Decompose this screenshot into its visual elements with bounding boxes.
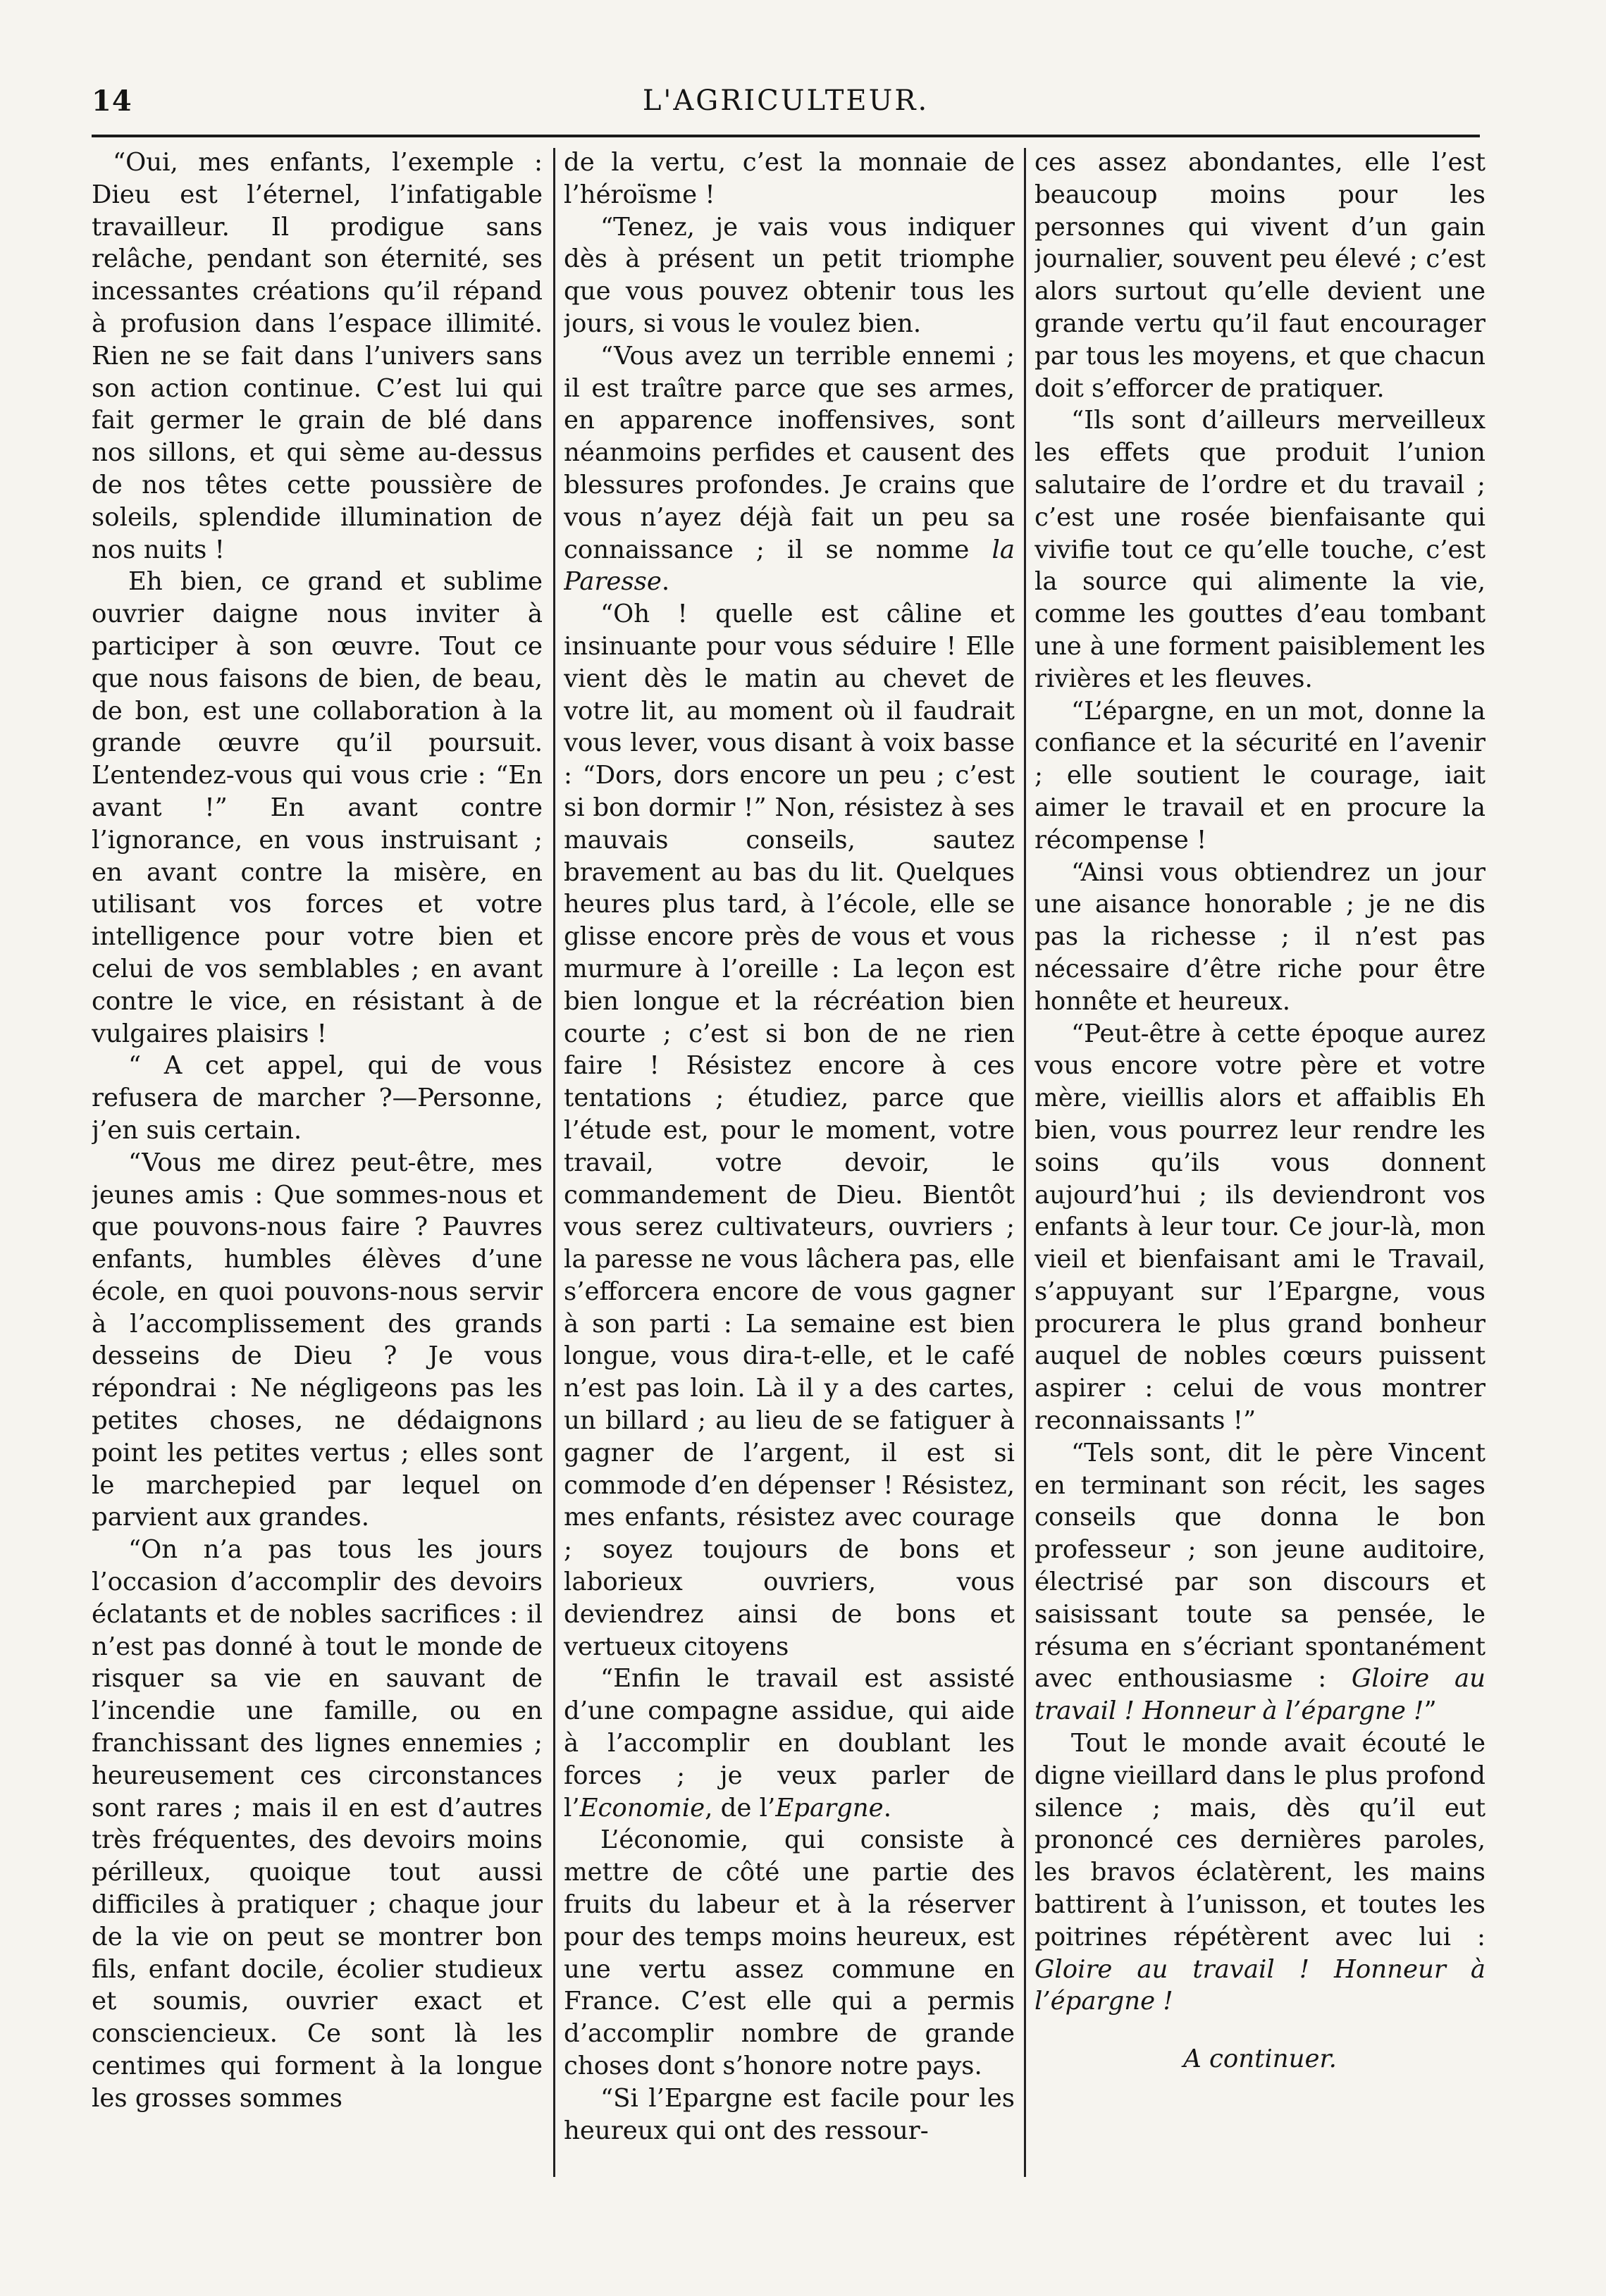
- continued-note: A continuer.: [1183, 2044, 1337, 2074]
- italic-term: Epargne: [775, 1793, 884, 1823]
- paragraph-text: “Enfin le travail est assisté d’une compagne assidue, qui aide à l’accomplir en doublant les forces ; je veux parler de l’: [564, 1664, 1015, 1823]
- page-number: 14: [92, 85, 132, 118]
- paragraph: “Ainsi vous obtiendrez un jour une aisance honorable ; je ne dis pas la richesse ; il n’est pas nécessaire d’être riche pour être honnête et heureux.: [1034, 857, 1485, 1016]
- text-column-3: [1034, 147, 1485, 2225]
- text-column-1: [92, 147, 543, 2225]
- paragraph: “Tenez, je vais vous indiquer dès à présent un petit triomphe que vous pouvez obtenir tous les jours, si vous le voulez bien.: [564, 212, 1015, 338]
- column-rule: [1024, 148, 1026, 2177]
- paragraph-text: “Tels sont, dit le père Vincent en terminant son récit, les sages conseils que donna le bon professeur ; son jeune auditoire, électrisé par son discours et saisissant toute sa pensée, le résuma en s’écriant spontanément avec enthousiasme :: [1034, 1438, 1485, 1694]
- paragraph: “Oui, mes enfants, l’exemple : Dieu est l’éternel, l’infatigable travailleur. Il prodigue sans relâche, pendant son éternité, ses incessantes créations qu’il répand à profusion dans l’espace illimité. Rien ne se fait dans l’univers sans son action continue. C’est lui qui fait germer le grain de blé dans nos sillons, et qui sème au-dessus de nos têtes cette poussière de soleils, splendide illumination de nos nuits !: [92, 148, 543, 564]
- paragraph: “On n’a pas tous les jours l’occasion d’accomplir des devoirs éclatants et de nobles sacrifices : il n’est pas donné à tout le monde de risquer sa vie en sauvant de l’incendie une famille, ou en franchissant des lignes ennemies ; heureusement ces circonstances sont rares ; mais il en est d’autres très fréquentes, des devoirs moins périlleux, quoique tout aussi difficiles à pratiquer ; chaque jour de la vie on peut se montrer bon fils, enfant docile, écolier studieux et soumis, ouvrier exact et consciencieux. Ce sont là les centimes qui forment à la longue les grosses sommes: [92, 1535, 543, 2113]
- paragraph-tail: .: [661, 567, 670, 597]
- paragraph: L’économie, qui consiste à mettre de côté une partie des fruits du labeur et à la réserver pour des temps moins heureux, est une vertu assez commune en France. C’est elle qui a permis d’accomplir nombre de grande choses dont s’honore notre pays.: [564, 1825, 1015, 2081]
- paragraph: “Vous me direz peut-être, mes jeunes amis : Que sommes-nous et que pouvons-nous faire ? Pauvres enfants, humbles élèves d’une école, en quoi pouvons-nous servir à l’accomplissement des grands desseins de Dieu ? Je vous répondrai : Ne négligeons pas les petites choses, ne dédaignons point les petites vertus ; elles sont le marchepied par lequel on parvient aux grandes.: [92, 1148, 543, 1532]
- column-rule: [553, 148, 555, 2177]
- paragraph: “Si l’Epargne est facile pour les heureux qui ont des ressour-: [564, 2083, 1015, 2145]
- paragraph: [564, 1663, 1015, 1824]
- italic-quote: Gloire au travail ! Honneur à l’épargne !: [1034, 1664, 1485, 1726]
- header-rule: [92, 135, 1480, 137]
- page-header: [92, 85, 1480, 127]
- paragraph: “Peut-être à cette époque aurez vous encore votre père et votre mère, vieillis alors et affaiblis Eh bien, vous pourrez leur rendre les soins qu’ils vous donnent aujourd’hui ; ils deviendront vos enfants à leur tour. Ce jour-là, mon vieil et bienfaisant ami le Travail, s’appuyant sur l’Epargne, vous procurera le plus grand bonheur auquel de nobles cœurs puissent aspirer : celui de vous montrer reconnaissants !”: [1034, 1019, 1485, 1436]
- paragraph-text: “Vous avez un terrible ennemi ; il est traître parce que ses armes, en apparence inoffensives, sont néanmoins perfides et causent des blessures profondes. Je crains que vous n’ayez déjà fait un peu sa connaissance ; il se nomme: [564, 341, 1015, 564]
- paragraph: “Ils sont d’ailleurs merveilleux les effets que produit l’union salutaire de l’ordre et du travail ; c’est une rosée bienfaisante qui vivifie tout ce qu’elle touche, c’est la source qui alimente la vie, comme les gouttes d’eau tombant une à une forment paisiblement les rivières et les fleuves.: [1034, 406, 1485, 693]
- paragraph: ces assez abondantes, elle l’est beaucoup moins pour les personnes qui vivent d’un gain journalier, souvent peu élevé ; c’est alors surtout qu’elle devient une grande vertu qu’il faut encourager par tous les moyens, et que chacun doit s’efforcer de pratiquer.: [1034, 148, 1485, 403]
- running-title: L'AGRICULTEUR.: [642, 85, 929, 117]
- text-column-2: [564, 147, 1015, 2225]
- paragraph: [1034, 1727, 1485, 2018]
- paragraph-tail: , de l’: [705, 1793, 776, 1823]
- paragraph: [564, 340, 1015, 598]
- paragraph-text: Tout le monde avait écouté le digne vieillard dans le plus profond silence ; mais, dès qu’il eut prononcé ces dernières paroles, les bravos éclatèrent, les mains battirent à l’unisson, et toutes les poitrines répétèrent avec lui :: [1034, 1729, 1485, 1951]
- paragraph: “ A cet appel, qui de vous refusera de marcher ?—Personne, j’en suis certain.: [92, 1051, 543, 1145]
- paragraph: de la vertu, c’est la monnaie de l’héroïsme !: [564, 148, 1015, 209]
- paragraph: Eh bien, ce grand et sublime ouvrier daigne nous inviter à participer à son œuvre. Tout ce que nous faisons de bien, de beau, de bon, est une collaboration à la grande œuvre qu’il poursuit. L’entendez-vous qui vous crie : “En avant !” En avant contre l’ignorance, en vous instruisant ; en avant contre la misère, en utilisant vos forces et votre intelligence pour votre bien et celui de vos semblables ; en avant contre le vice, en résistant à de vulgaires plaisirs !: [92, 567, 543, 1048]
- paragraph-tail: ”: [1423, 1696, 1437, 1726]
- paragraph-tail: .: [883, 1793, 891, 1823]
- italic-term: Economie: [579, 1793, 705, 1823]
- italic-term: la Paresse: [564, 535, 1015, 597]
- paragraph: “L’épargne, en un mot, donne la confiance et la sécurité en l’avenir ; elle soutient le courage, iait aimer le travail et en procure la récompense !: [1034, 696, 1485, 855]
- italic-quote: Gloire au travail ! Honneur à l’épargne !: [1034, 1954, 1485, 2016]
- paragraph: [1034, 1437, 1485, 1727]
- paragraph: “Oh ! quelle est câline et insinuante pour vous séduire ! Elle vient dès le matin au chevet de votre lit, au moment où il faudrait vous lever, vous disant à voix basse : “Dors, dors encore un peu ; c’est si bon dormir !” Non, résistez à ses mauvais conseils, sautez bravement au bas du lit. Quelques heures plus tard, à l’école, elle se glisse encore près de vous et vous murmure à l’oreille : La leçon est bien longue et la récréation bien courte ; c’est si bon de ne rien faire ! Résistez encore à ces tentations ; étudiez, parce que l’étude est, pour le moment, votre travail, votre devoir, le commandement de Dieu. Bientôt vous serez cultivateurs, ouvriers ; la paresse ne vous lâchera pas, elle s’efforcera encore de vous gagner à son parti : La semaine est bien longue, vous dira-t-elle, et le café n’est pas loin. Là il y a des cartes, un billard ; au lieu de se fatiguer à gagner de l’argent, il est si commode d’en dépenser ! Résistez, mes enfants, résistez avec courage ; soyez toujours de bons et laborieux ouvriers, vous deviendrez ainsi de bons et vertueux citoyens: [564, 600, 1015, 1661]
